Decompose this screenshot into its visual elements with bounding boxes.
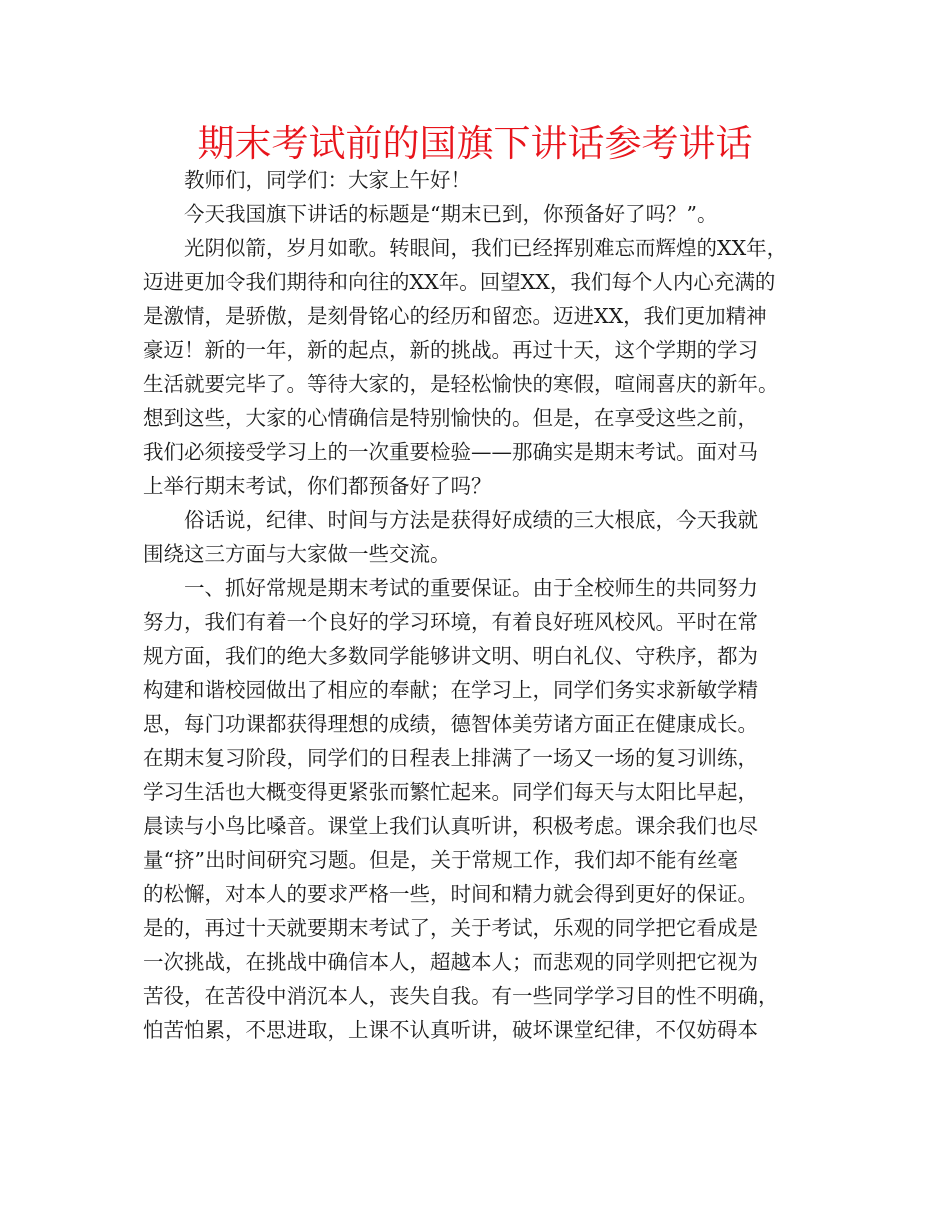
text-line: 量“挤”出时间研究习题。但是，关于常规工作，我们却不能有丝毫 bbox=[143, 848, 738, 872]
text-line: 在期末复习阶段，同学们的日程表上排满了一场又一场的复习训练， bbox=[143, 746, 758, 770]
document-title: 期末考试前的国旗下讲话参考讲话 bbox=[197, 122, 753, 165]
text-line: 想到这些，大家的心情确信是特别愉快的。但是，在享受这些之前， bbox=[143, 406, 758, 430]
text-line: 怕苦怕累，不思进取，上课不认真听讲，破坏课堂纪律，不仅妨碍本 bbox=[143, 1018, 758, 1042]
text-line: 围绕这三方面与大家做一些交流。 bbox=[143, 542, 451, 566]
text-line: 的松懈，对本人的要求严格一些，时间和精力就会得到更好的保证。 bbox=[143, 882, 758, 906]
text-line: 是的，再过十天就要期末考试了，关于考试，乐观的同学把它看成是 bbox=[143, 916, 758, 940]
text-line: 豪迈！新的一年，新的起点，新的挑战。再过十天，这个学期的学习 bbox=[143, 338, 758, 362]
text-line: 构建和谐校园做出了相应的奉献；在学习上，同学们务实求新敏学精 bbox=[143, 678, 758, 702]
text-line: 晨读与小鸟比嗓音。课堂上我们认真听讲，积极考虑。课余我们也尽 bbox=[143, 814, 758, 838]
text-line: 今天我国旗下讲话的标题是“期末已到，你预备好了吗？”。 bbox=[184, 202, 718, 226]
text-line: 教师们，同学们：大家上午好！ bbox=[184, 168, 471, 192]
text-line: 苦役，在苦役中消沉本人，丧失自我。有一些同学学习目的性不明确， bbox=[143, 984, 779, 1008]
document-body bbox=[143, 163, 827, 1047]
text-line: 学习生活也大概变得更紧张而繁忙起来。同学们每天与太阳比早起， bbox=[143, 780, 758, 804]
text-line: 一次挑战，在挑战中确信本人，超越本人；而悲观的同学则把它视为 bbox=[143, 950, 758, 974]
text-line: 俗话说，纪律、时间与方法是获得好成绩的三大根底，今天我就 bbox=[184, 508, 758, 532]
text-line: 一、抓好常规是期末考试的重要保证。由于全校师生的共同努力 bbox=[184, 576, 758, 600]
text-line: 迈进更加令我们期待和向往的XX年。回望XX，我们每个人内心充满的 bbox=[143, 270, 776, 294]
text-line: 生活就要完毕了。等待大家的，是轻松愉快的寒假，喧闹喜庆的新年。 bbox=[143, 372, 779, 396]
text-line: 努力，我们有着一个良好的学习环境，有着良好班风校风。平时在常 bbox=[143, 610, 758, 634]
text-line: 是激情，是骄傲，是刻骨铭心的经历和留恋。迈进XX，我们更加精神 bbox=[143, 304, 767, 328]
text-line: 上举行期末考试，你们都预备好了吗？ bbox=[143, 474, 492, 498]
text-line: 我们必须接受学习上的一次重要检验——那确实是期末考试。面对马 bbox=[143, 440, 758, 464]
text-line: 思，每门功课都获得理想的成绩，德智体美劳诸方面正在健康成长。 bbox=[143, 712, 758, 736]
text-line: 规方面，我们的绝大多数同学能够讲文明、明白礼仪、守秩序，都为 bbox=[143, 644, 758, 668]
text-line: 光阴似箭，岁月如歌。转眼间，我们已经挥别难忘而辉煌的XX年， bbox=[184, 236, 788, 260]
